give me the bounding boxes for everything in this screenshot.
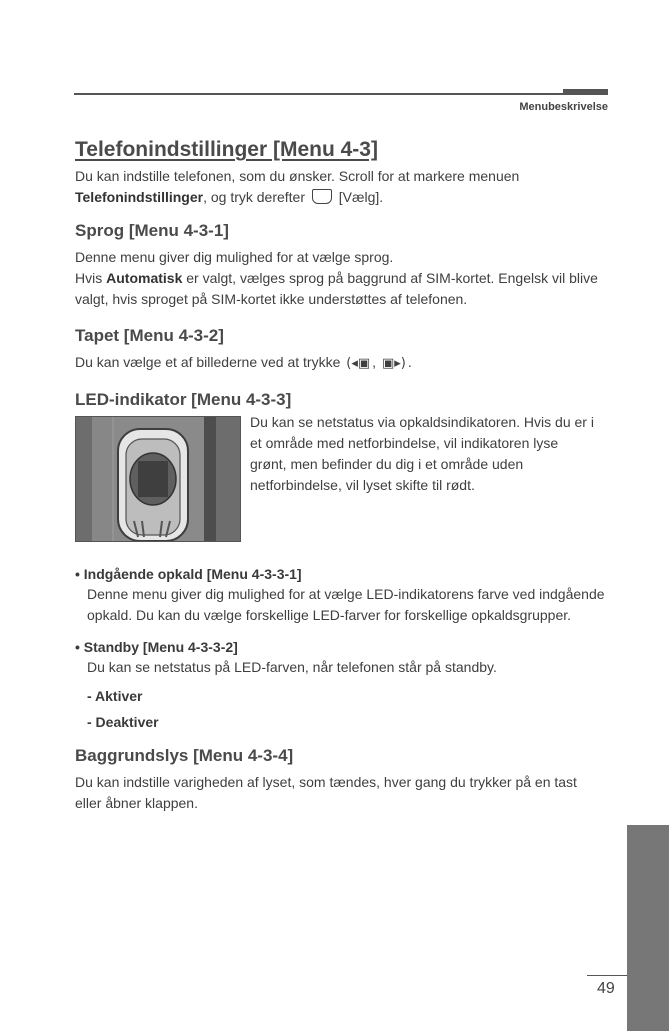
wallpaper-text: [75, 352, 605, 374]
option-activate: - Aktiver: [87, 688, 143, 704]
intro-bold: Telefonindstillinger: [75, 189, 204, 205]
led-block: [75, 416, 605, 566]
led-text: Du kan se netstatus via opkaldsindikatoren. Hvis du er i et område med netforbindelse, vil indikatoren lyse grønt, men befinder du dig i et område uden netforbindelse, vil lyset skifte til rødt.: [250, 414, 594, 493]
phone-illustration: [76, 417, 240, 541]
language-line2b: er valgt, vælges sprog på baggrund af SIM-kortet. Engelsk vil blive valgt, hvis sproget på SIM-kortet ikke understøttes af telefonen.: [75, 270, 598, 307]
header-rule: [74, 93, 608, 95]
option-deactivate: - Deaktiver: [87, 714, 159, 730]
heading-wallpaper: Tapet [Menu 4-3-2]: [75, 326, 224, 345]
chapter-tab: [627, 825, 669, 1031]
phone-settings-intro: [75, 166, 605, 208]
heading-phone-settings: Telefonindstillinger [Menu 4-3]: [75, 138, 378, 161]
intro-text-3: [Vælg].: [338, 189, 384, 205]
wallpaper-sep: ,: [372, 354, 377, 370]
softkey-select-icon: [312, 189, 332, 204]
phone-image: [75, 416, 241, 542]
incoming-text: Denne menu giver dig mulighed for at vælge LED-indikatorens farve ved indgående opkald. Du kan du vælge forskellige LED-farver for forskellige opkaldsgrupper.: [87, 586, 605, 623]
main-content: [75, 138, 605, 814]
heading-standby: • Standby [Menu 4-3-3-2]: [75, 639, 238, 655]
language-bold: Automatisk: [106, 270, 183, 286]
page-number: 49: [597, 980, 615, 997]
backlight-text: Du kan indstille varigheden af lyset, som tændes, hver gang du trykker på en tast eller åbner klappen.: [75, 774, 577, 811]
language-line2a: Hvis: [75, 270, 107, 286]
language-line1: Denne menu giver dig mulighed for at vælge sprog.: [75, 249, 394, 265]
wallpaper-line: Du kan vælge et af billederne ved at trykke: [75, 354, 341, 370]
nav-right-icon: ▣▸): [381, 356, 406, 371]
heading-backlight: Baggrundslys [Menu 4-3-4]: [75, 746, 294, 765]
page-number-rule: [587, 975, 627, 976]
wallpaper-end: .: [407, 354, 412, 370]
standby-text: Du kan se netstatus på LED-farven, når telefonen står på standby.: [87, 659, 497, 675]
language-text: [75, 247, 605, 310]
nav-left-icon: (◂▣: [346, 356, 371, 371]
heading-language: Sprog [Menu 4-3-1]: [75, 221, 229, 240]
heading-led: LED-indikator [Menu 4-3-3]: [75, 390, 292, 409]
heading-incoming-calls: • Indgående opkald [Menu 4-3-3-1]: [75, 566, 302, 582]
intro-text-2: , og tryk derefter: [203, 189, 306, 205]
section-label: Menubeskrivelse: [519, 101, 608, 113]
intro-text: Du kan indstille telefonen, som du ønsker. Scroll for at markere menuen: [75, 168, 520, 184]
